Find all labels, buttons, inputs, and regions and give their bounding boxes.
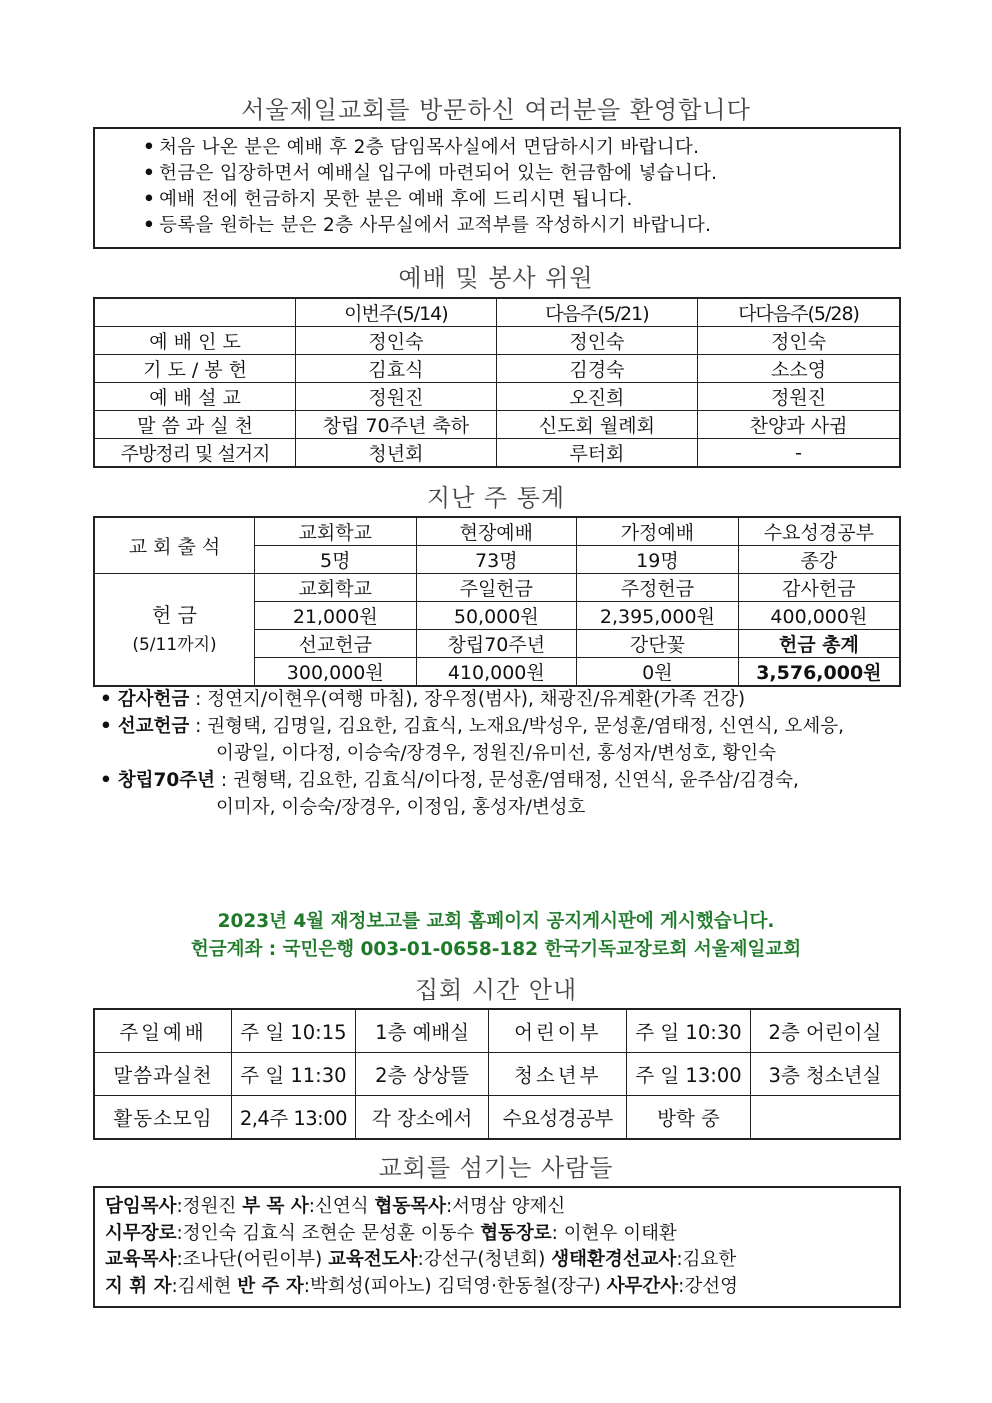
table-cell: 50,000원 bbox=[416, 602, 577, 630]
table-cell: 2층 상상뜰 bbox=[355, 1053, 489, 1096]
table-row bbox=[94, 1096, 900, 1140]
table-row bbox=[94, 574, 900, 602]
offering-notes bbox=[100, 686, 910, 821]
total-value: 3,576,000원 bbox=[738, 658, 900, 687]
table-cell: 소소영 bbox=[698, 355, 900, 383]
table-cell: 5명 bbox=[255, 546, 417, 574]
staff-line: 교육목사:조나단(어린이부) 교육전도사:강선구(청년회) 생태환경선교사:김요한 bbox=[105, 1249, 737, 1270]
table-row bbox=[94, 1053, 900, 1096]
thanks-label: 감사헌금 bbox=[117, 689, 190, 710]
table-cell: 주 일 10:15 bbox=[232, 1009, 356, 1053]
table-cell: 말 씀 과 실 천 bbox=[94, 411, 296, 439]
table-cell: 종강 bbox=[738, 546, 900, 574]
anniv-label: 창립70주년 bbox=[117, 770, 215, 791]
table-cell: 활동소모임 bbox=[94, 1096, 232, 1140]
table-cell: 주 일 10:30 bbox=[627, 1009, 751, 1053]
table-cell: 현장예배 bbox=[416, 517, 577, 546]
table-row bbox=[94, 439, 900, 468]
thanks-note: • 감사헌금 : 정연지/이현우(여행 마침), 장우정(범사), 채광진/유계환(가족 건강) bbox=[100, 689, 746, 710]
table-cell: 정인숙 bbox=[496, 327, 697, 355]
welcome-title: 서울제일교회를 방문하신 여러분을 환영합니다 bbox=[241, 96, 751, 124]
table-cell: 말씀과실천 bbox=[94, 1053, 232, 1096]
total-label: 헌금 총계 bbox=[738, 630, 900, 658]
table-cell: 창립70주년 bbox=[416, 630, 577, 658]
welcome-line: • 등록을 원하는 분은 2층 사무실에서 교적부를 작성하시기 바랍니다. bbox=[143, 215, 712, 236]
table-cell: 예 배 설 교 bbox=[94, 383, 296, 411]
table-cell: 오진희 bbox=[496, 383, 697, 411]
offering-label bbox=[94, 574, 255, 687]
table-cell: 김경숙 bbox=[496, 355, 697, 383]
table-cell: 주정헌금 bbox=[577, 574, 739, 602]
table-cell: 청소년부 bbox=[489, 1053, 627, 1096]
attendance-label: 교 회 출 석 bbox=[94, 517, 255, 574]
table-cell: 주 일 13:00 bbox=[627, 1053, 751, 1096]
offering-account: 헌금계좌 : 국민은행 003-01-0658-182 한국기독교장로회 서울제일교회 bbox=[190, 939, 802, 960]
table-cell: 신도회 월례회 bbox=[496, 411, 697, 439]
table-cell: 선교헌금 bbox=[255, 630, 417, 658]
table-cell: 교회학교 bbox=[255, 574, 417, 602]
table-cell: 찬양과 사귐 bbox=[698, 411, 900, 439]
table-cell: 예 배 인 도 bbox=[94, 327, 296, 355]
table-cell: 73명 bbox=[416, 546, 577, 574]
welcome-line: • 예배 전에 헌금하지 못한 분은 예배 후에 드리시면 됩니다. bbox=[143, 189, 633, 210]
staff-box bbox=[93, 1186, 901, 1308]
table-cell: 기 도 / 봉 헌 bbox=[94, 355, 296, 383]
table-cell: 정원진 bbox=[296, 383, 497, 411]
offering-label-text: 헌 금 bbox=[152, 602, 197, 627]
table-row bbox=[94, 327, 900, 355]
welcome-line: • 처음 나온 분은 예배 후 2층 담임목사실에서 면담하시기 바랍니다. bbox=[143, 137, 700, 158]
offering-date: (5/11까지) bbox=[132, 634, 217, 655]
table-cell: 주방정리 및 설거지 bbox=[94, 439, 296, 468]
anniv-note-cont: 이미자, 이승숙/장경우, 이정임, 홍성자/변성호 bbox=[216, 797, 586, 818]
table-cell: 2층 어린이실 bbox=[750, 1009, 900, 1053]
table-cell: 감사헌금 bbox=[738, 574, 900, 602]
mission-label: 선교헌금 bbox=[117, 716, 190, 737]
stats-title: 지난 주 통계 bbox=[426, 484, 566, 512]
staff-line: 지 휘 자:김세현 반 주 자:박희성(피아노) 김덕영·한동철(장구) 사무간사:강선영 bbox=[105, 1275, 739, 1297]
table-cell: 김효식 bbox=[296, 355, 497, 383]
table-row bbox=[94, 1009, 900, 1053]
table-cell: 21,000원 bbox=[255, 602, 417, 630]
anniv-note: • 창립70주년 : 권형택, 김요한, 김효식/이다정, 문성훈/염태정, 신연식, 윤주삼/김경숙, bbox=[100, 770, 799, 791]
table-row bbox=[94, 517, 900, 546]
table-cell: 0원 bbox=[577, 658, 739, 687]
staff-title: 교회를 섬기는 사람들 bbox=[378, 1154, 614, 1182]
table-cell: 정인숙 bbox=[698, 327, 900, 355]
table-cell: 교회학교 bbox=[255, 517, 417, 546]
table-cell bbox=[750, 1096, 900, 1140]
table-cell: 정원진 bbox=[698, 383, 900, 411]
table-cell: 410,000원 bbox=[416, 658, 577, 687]
table-cell bbox=[94, 298, 296, 327]
table-row bbox=[94, 355, 900, 383]
mission-note-cont: 이광일, 이다정, 이승숙/장경우, 정원진/유미선, 홍성자/변성호, 황인숙 bbox=[216, 743, 777, 764]
mission-note: • 선교헌금 : 권형택, 김명일, 김요한, 김효식, 노재요/박성우, 문성훈/염태정, 신연식, 오세응, bbox=[100, 716, 845, 737]
table-cell: 2,395,000원 bbox=[577, 602, 739, 630]
table-cell: 청년회 bbox=[296, 439, 497, 468]
table-cell: 어린이부 bbox=[489, 1009, 627, 1053]
table-cell: 1층 예배실 bbox=[355, 1009, 489, 1053]
table-cell: 2,4주 13:00 bbox=[232, 1096, 356, 1140]
table-cell: 주일예배 bbox=[94, 1009, 232, 1053]
meetings-title: 집회 시간 안내 bbox=[414, 976, 578, 1004]
staff-line: 시무장로:정인숙 김효식 조현순 문성훈 이동수 협동장로: 이현우 이태환 bbox=[105, 1222, 677, 1244]
welcome-line: • 헌금은 입장하면서 예배실 입구에 마련되어 있는 헌금함에 넣습니다. bbox=[143, 163, 718, 184]
table-row bbox=[94, 411, 900, 439]
table-row bbox=[94, 383, 900, 411]
service-title: 예배 및 봉사 위원 bbox=[398, 264, 594, 292]
table-cell: 방학 중 bbox=[627, 1096, 751, 1140]
table-cell: 강단꽃 bbox=[577, 630, 739, 658]
table-cell: 창립 70주년 축하 bbox=[296, 411, 497, 439]
table-cell: 3층 청소년실 bbox=[750, 1053, 900, 1096]
table-cell: 각 장소에서 bbox=[355, 1096, 489, 1140]
service-table bbox=[93, 297, 901, 468]
table-cell: 가정예배 bbox=[577, 517, 739, 546]
table-cell: 다다음주(5/28) bbox=[698, 298, 900, 327]
table-cell: 루터회 bbox=[496, 439, 697, 468]
table-cell: 400,000원 bbox=[738, 602, 900, 630]
welcome-box bbox=[93, 127, 901, 249]
table-cell: 이번주(5/14) bbox=[296, 298, 497, 327]
table-cell: 300,000원 bbox=[255, 658, 417, 687]
finance-report-notice: 2023년 4월 재정보고를 교회 홈페이지 공지게시판에 게시했습니다. bbox=[217, 911, 775, 932]
stats-table bbox=[93, 516, 901, 687]
table-cell: 주 일 11:30 bbox=[232, 1053, 356, 1096]
table-cell: 다음주(5/21) bbox=[496, 298, 697, 327]
table-cell: 19명 bbox=[577, 546, 739, 574]
table-cell: - bbox=[698, 439, 900, 468]
table-row bbox=[94, 298, 900, 327]
meetings-table bbox=[93, 1008, 901, 1140]
table-cell: 수요성경공부 bbox=[738, 517, 900, 546]
table-cell: 정인숙 bbox=[296, 327, 497, 355]
table-cell: 수요성경공부 bbox=[489, 1096, 627, 1140]
table-cell: 주일헌금 bbox=[416, 574, 577, 602]
staff-line: 담임목사:정원진 부 목 사:신연식 협동목사:서명삼 양제신 bbox=[105, 1196, 566, 1217]
